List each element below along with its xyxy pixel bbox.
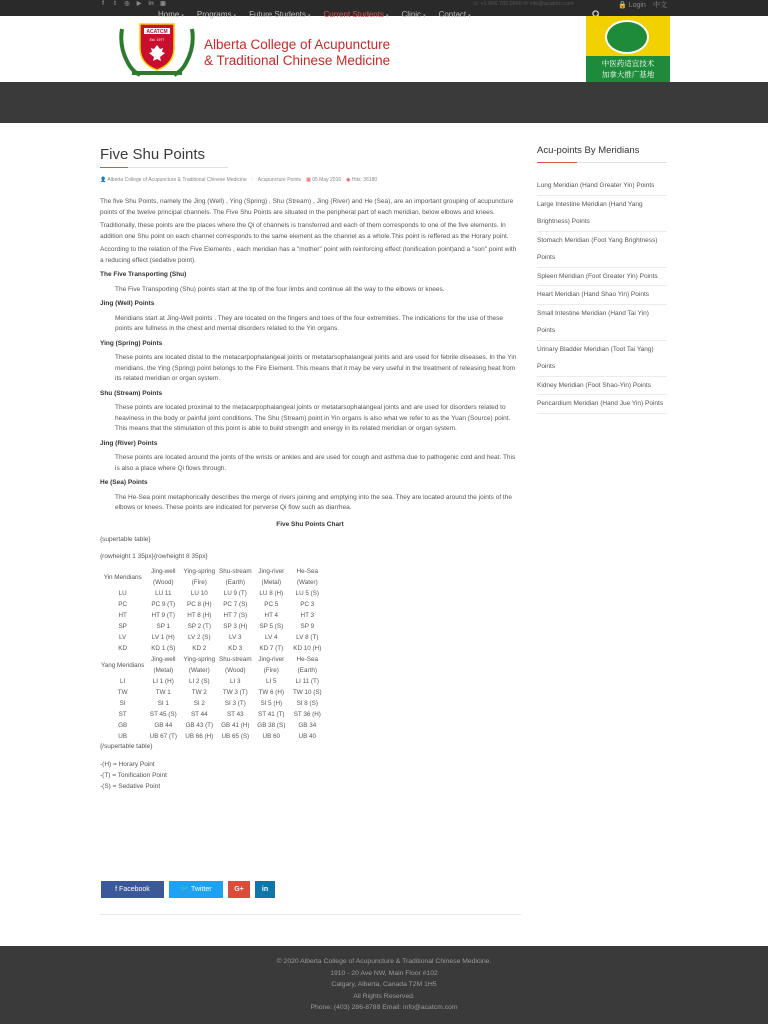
table-cell: PC 5 [264,601,279,608]
divider [100,914,521,915]
table-cell: SI 8 (S) [296,700,318,707]
table-cell: KD 1 (S) [151,645,176,652]
table-cell: LU 9 (T) [223,590,247,597]
section-heading: Ying (Spring) Points [100,339,163,347]
page-title: Five Shu Points [100,146,206,163]
table-cell: LV [119,634,127,641]
table-cell: GB 44 [154,722,173,729]
date-meta [306,177,341,185]
table-cell: SP 3 (H) [223,623,248,630]
tradition-paragraph: Traditionally, these points are the places where the Qi of channels is transferred and each of them corresponds to one of the five elements. In addition one Shu point on each channel corresponds to the same element as the channel as a whole.This point is reffered as the Horary point. [100,222,509,240]
table-cell: LU 5 (S) [295,590,320,597]
table-header-cell: Jing-river (Fire) [258,656,285,674]
table-row [100,698,325,709]
legend [100,759,520,792]
article-body [100,197,520,792]
nav-clinic[interactable] [402,8,426,21]
promo-text [586,56,670,82]
language-switch[interactable]: 中文 [653,2,667,9]
author-name: Alberta College of Acupuncture & Traditional Chinese Medicine [107,177,247,183]
table-header-cell: Yin Meridians [103,573,142,581]
section-heading: Shu (Stream) Points [100,389,163,397]
nav-future-students[interactable] [249,8,310,21]
table-row [100,676,325,687]
college-name[interactable] [204,37,390,69]
promo-line1: 中医药适宜技术 [601,59,655,68]
table-cell: KD 7 (T) [259,645,284,652]
eye-icon: ◉ [346,177,351,183]
table-cell: GB [118,722,128,729]
sidebar-item-spleen[interactable]: Spleen Meridian (Foot Greater Yin) Points [537,268,667,287]
footer-copyright: © 2020 Alberta College of Acupuncture & Traditional Chinese Medicine. [276,958,492,965]
nav-current-students[interactable] [324,8,389,21]
footer-city: Calgary, Alberta, Canada T2M 1H5 [331,981,437,988]
sidebar-item-large-intestine[interactable]: Large Intestine Meridian (Hand Yang Brightness) Points [537,196,667,232]
elements-paragraph: According to the relation of the Five Elements , each meridian has a "mother" point with reinforcing effect (tonification point)and a "son" point with a reducing effect (sedative point). [100,246,517,264]
table-header-cell: Ying-spring (Fire) [183,568,216,586]
table-cell: SP 9 [300,623,315,630]
table-cell: HT 3 [300,612,315,619]
table-row [100,632,325,643]
table-cell: GB 43 (T) [185,722,214,729]
nav-label: Programs [196,10,232,19]
sidebar-title: Acu-points By Meridians [537,145,640,156]
table-cell: SP [118,623,127,630]
table-cell: LI 11 (T) [295,678,319,685]
table-row [100,599,325,610]
table-cell: PC 8 (H) [187,601,212,608]
table-cell: ST 45 (S) [149,711,177,718]
table-cell: ST [118,711,127,718]
table-cell: SP 5 (S) [259,623,284,630]
user-icon: 👤 [100,177,107,183]
social-links [100,1,166,8]
table-header-cell: Jing-well (Metal) [151,656,176,674]
table-cell: KD 10 (H) [293,645,322,652]
table-cell: HT 9 (T) [151,612,175,619]
yang-table-body [100,654,325,742]
chevron-down-icon: ▾ [181,13,184,19]
promo-banner[interactable] [586,16,670,82]
table-cell: TW 3 (T) [222,689,248,696]
table-cell: HT 4 [264,612,279,619]
college-name-line2: & Traditional Chinese Medicine [204,53,391,68]
table-row [100,588,325,599]
facebook-share-button[interactable]: f Facebook [101,881,164,898]
table-cell: GB 34 [298,722,317,729]
table-cell: LI 3 [230,678,241,685]
table-cell: TW 1 [155,689,171,696]
sidebar-item-stomach[interactable]: Stomach Meridian (Foot Yang Brightness) Points [537,232,667,268]
divider-accent [100,167,128,168]
crest-year: Est. 1977 [149,38,165,42]
nav-label: Clinic [401,10,422,19]
sidebar [537,145,667,414]
table-cell: SP 1 [156,623,171,630]
footer-rights: All Rights Reserved. [353,992,415,1000]
table-cell: PC 9 (T) [151,601,176,608]
table-cell: TW 6 (H) [258,689,285,696]
table-header-cell: Jing-well (Wood) [151,568,176,586]
table-row [100,610,325,621]
top-contact: ☏ +1 866 789 0900 ✉ info@acatcm.com [472,1,574,7]
linkedin-icon[interactable]: in [148,1,154,7]
nav-label: Home [158,10,180,19]
table-cell: LI 1 (H) [152,678,174,685]
table-cell: LU 11 [155,590,172,597]
chevron-down-icon: ▾ [385,13,389,19]
post-meta [100,177,377,185]
table-header-row [100,566,325,588]
table-header-cell: He-Sea (Water) [296,568,318,586]
sidebar-list [537,177,667,414]
table-header-cell: Shu-stream (Earth) [219,568,252,586]
category-meta[interactable] [252,177,302,185]
table-cell: TW 10 (S) [292,689,322,696]
table-cell: KD [118,645,128,652]
login-link[interactable]: 🔒 Login [618,2,646,9]
chevron-down-icon: ▾ [307,13,311,19]
sidebar-item-small-intestine[interactable]: Small Intestine Meridian (Hand Tai Yin) Points [537,305,667,341]
table-cell: SI 1 [157,700,169,707]
table-cell: UB 66 (H) [185,733,214,740]
footer-contact: Phone: (403) 286-8788 Email: info@acatcm.com [310,1004,458,1011]
divider [537,162,667,163]
table-cell: PC [118,601,128,608]
table-cell: LV 4 [265,634,278,641]
table-cell: SI 2 [193,700,205,707]
five-shu-table [100,566,325,742]
share-buttons [101,881,275,898]
table-header-cell: Jing-river (Metal) [258,568,285,586]
twitter-share-button[interactable]: 🐦 Twitter [169,881,223,898]
table-cell: KD 2 [192,645,207,652]
table-cell: PC 7 (S) [223,601,248,608]
section-text: The He-Sea point metaphorically describes the merge of rivers joining and emptying into the sea. They are located around the joints of the elbows or knees. These points are indicated for perverse Qi flow such as diarrhea. [115,493,512,511]
promo-emblem-icon [605,20,649,54]
table-cell: LI 2 (S) [188,678,210,685]
table-cell: TW 2 [191,689,207,696]
raw-shortcode: {/supertable table} [100,743,153,750]
table-cell: LV 3 [229,634,242,641]
legend-item: -(H) = Horary Point [100,760,155,768]
section-heading: The Five Transporting (Shu) [100,271,187,278]
yin-table-body [100,566,325,654]
nav-label: Contact [438,10,467,19]
table-cell: UB 60 [262,733,281,740]
college-crest-logo[interactable] [118,19,196,81]
raw-shortcode: {rowheight 1 35px}{rowheight 8 35px} [100,552,208,560]
gplus-share-button[interactable]: G+ [228,881,250,898]
table-cell: ST 36 (H) [293,711,321,718]
table-cell: HT 8 (H) [187,612,212,619]
intro-paragraph: The five Shu Points, namely the Jing (Well) , Ying (Spring) , Shu (Stream) , Jing (River) and He (Sea), are an important grouping of acupuncture points of the twelve principal channels. The Five Shu Points are situated in the peripheral part of each meridian, below elbows and knees. [100,198,514,216]
table-cell: UB [118,733,128,740]
section-heading: He (Sea) Points [100,479,148,486]
table-cell: SI 3 (T) [224,700,246,707]
login-label: Login [628,2,646,9]
hit-count: Hits: 36180 [351,177,378,183]
table-cell: LV 1 (H) [151,634,175,641]
table-cell: HT [118,612,127,619]
table-cell: HT 7 (S) [223,612,248,619]
table-cell: SI [119,700,126,707]
table-header-cell: He-Sea (Earth) [296,656,318,674]
table-cell: LU [118,590,127,597]
table-cell: KD 3 [228,645,243,652]
college-name-line1: Alberta College of Acupuncture [204,37,391,52]
legend-item: -(T) = Tonification Point [100,771,167,779]
table-row [100,731,325,742]
page-header-band [0,82,768,123]
table-cell: ST 44 [190,711,208,718]
author-meta [100,177,247,185]
linkedin-share-button[interactable]: in [255,881,275,898]
sidebar-item-lung[interactable]: Lung Meridian (Hand Greater Yin) Points [537,177,667,196]
calendar-icon: ▦ [306,177,311,183]
table-row [100,709,325,720]
raw-shortcode: {supertable table} [100,536,151,543]
nav-label: Current Students [323,10,384,19]
main-nav [158,8,484,21]
section-text: These points are located proximal to the metacarpophalangeal joints or metatarsophalangeal joints and are used for disorders related to heaviness in the body or painful joint conditions. The Shu (Stream) point in Yin organs is also what we refer to as the Yuan (Source) point. This means that the stimulation of this point is able to build strength and energy in its related meridian or organ system. [115,404,511,432]
table-cell: TW [117,689,128,696]
table-row [100,621,325,632]
folder-icon: 🗀 [251,177,257,183]
table-header-cell: Yang Meridians [101,661,145,669]
instagram-icon[interactable]: ◎ [124,1,130,7]
section-heading: Jing (Well) Points [100,300,155,307]
table-row [100,643,325,654]
table-cell: LU 8 (H) [259,590,284,597]
table-cell: GB 41 (H) [221,722,250,729]
table-cell: SI 5 (H) [260,700,283,707]
section-heading: Jing (River) Points [100,439,158,447]
chevron-down-icon: ▾ [233,13,237,19]
category-name: Acupuncture Points [257,177,302,183]
table-header-cell: Shu-stream (Wood) [219,656,252,674]
table-cell: ST 41 (T) [258,711,285,718]
sidebar-item-heart[interactable]: Heart Meridian (Hand Shao Yin) Points [537,286,667,305]
table-cell: UB 65 (S) [221,733,250,740]
table-cell: LI 5 [266,678,277,685]
nav-label: Future Students [249,10,306,19]
section-text: The Five Transporting (Shu) points start at the tip of the four limbs and continue all the way to the elbows or knees. [115,285,445,293]
table-row [100,720,325,731]
crest-text: ACATCM [146,29,168,35]
table-cell: LV 2 (S) [187,634,211,641]
sidebar-item-kidney[interactable]: Kidney Meridian (Foot Shao-Yin) Points [537,377,667,396]
table-cell: LV 8 (T) [296,634,319,641]
table-cell: LI [120,678,126,685]
sidebar-item-pericardium[interactable]: Pericardium Meridian (Hand Jue Yin) Points [537,395,667,414]
footer-address: 1910 - 20 Ave NW, Main Floor #102 [330,969,438,977]
promo-line2: 加拿大推广基地 [601,70,655,79]
footer [0,946,768,1024]
nav-contact[interactable] [439,8,471,21]
section-text: These points are located distal to the metacarpophalangeal joints or metatarsophalangeal joints and are used for febrile diseases. In the Yin meridians, the Ying (Spring) point belongs to the Fire Element. This means that it may be very useful in the treatment of releasing heat from its related meridian or organ system. [115,354,517,382]
facebook-icon[interactable]: f [102,1,104,7]
post-date: 05 May 2016 [312,177,342,183]
youtube-icon[interactable]: ▶ [136,1,142,7]
chevron-down-icon: ▾ [423,13,426,19]
table-cell: GB 38 (S) [257,722,286,729]
flickr-icon[interactable]: ▣ [160,1,166,7]
table-cell: SP 2 (T) [187,623,211,630]
section-text: These points are located around the joints of the wrists or ankles and are used for cough and asthma due to pathogenic cold and heat. This is also a place where Qi flows through. [115,454,516,472]
legend-item: -(S) = Sedative Point [100,782,161,790]
hits-meta [346,177,377,185]
table-cell: ST 43 [226,711,244,718]
table-cell: LU 10 [190,590,208,597]
chart-title: Five Shu Points Chart [276,520,344,528]
section-text: Meridians start at Jing-Well points . They are located on the fingers and toes of the four extremities. The indications for the use of these points are fullness in the chest and mental disorders related to the Yin organs. [115,314,504,332]
table-row [100,687,325,698]
sidebar-item-urinary-bladder[interactable]: Urinary Bladder Meridian (Toot Tai Yang) Points [537,341,667,377]
table-header-cell: Ying-spring (Water) [183,656,216,674]
table-header-row [100,654,325,676]
table-cell: UB 40 [298,733,317,740]
twitter-icon[interactable]: t [114,1,116,7]
table-cell: UB 67 (T) [149,733,177,740]
chevron-down-icon: ▾ [468,13,471,19]
nav-programs[interactable] [197,8,236,21]
table-cell: PC 3 [300,601,315,608]
